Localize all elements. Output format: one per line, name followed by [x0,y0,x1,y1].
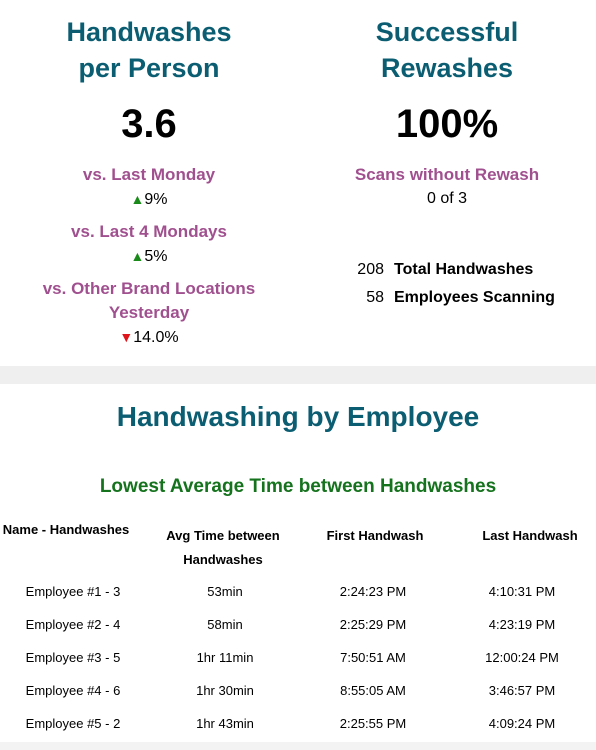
avg-time-cell: 58min [207,617,243,632]
last-handwash-cell: 12:00:24 PM [485,650,559,665]
section-divider [0,366,596,384]
vs-last-4-mondays-value: ▲5% [130,248,168,265]
vs-other-brand-locations-value: ▼14.0% [119,329,179,346]
employee-name-cell: Employee #3 - 5 [25,650,121,665]
first-handwash-cell: 2:25:55 PM [339,716,407,731]
employees-scanning-label: Employees Scanning [394,289,555,306]
employee-name-cell: Employee #1 - 3 [25,584,121,599]
avg-time-cell: 53min [207,584,243,599]
column-header-name: Name - Handwashes [2,522,130,537]
section-title: Handwashing by Employee [116,401,480,432]
employee-name-cell: Employee #2 - 4 [25,617,121,632]
avg-time-cell: 1hr 43min [196,716,254,731]
successful-rewashes-value: 100% [395,102,499,146]
last-handwash-cell: 3:46:57 PM [488,683,556,698]
vs-other-brand-locations-label: vs. Other Brand Locations Yesterday [42,279,256,322]
vs-last-monday-value: ▲9% [130,191,168,208]
employees-scanning-number: 58 [366,289,384,306]
total-handwashes-number: 208 [357,261,384,278]
first-handwash-cell: 7:50:51 AM [340,650,406,665]
last-handwash-cell: 4:23:19 PM [488,617,556,632]
vs-last-monday-label: vs. Last Monday [82,165,216,184]
down-arrow-icon: ▼ [119,329,134,345]
kpi-panel [0,0,596,366]
column-header-last-handwash: Last Handwash [482,528,578,543]
successful-rewashes-title: Successful Rewashes [375,17,519,83]
column-header-avg-time: Avg Time between Handwashes [166,528,280,567]
section-subtitle: Lowest Average Time between Handwashes [99,476,497,497]
successful-rewashes-card [298,0,596,366]
first-handwash-cell: 2:24:23 PM [339,584,407,599]
first-handwash-cell: 2:25:29 PM [339,617,407,632]
last-handwash-cell: 4:09:24 PM [488,716,556,731]
first-handwash-cell: 8:55:05 AM [340,683,406,698]
vs-last-4-mondays-label: vs. Last 4 Mondays [71,222,227,241]
column-header-first-handwash: First Handwash [326,528,424,543]
handwashes-per-person-title: Handwashes per Person [66,17,232,83]
last-handwash-cell: 4:10:31 PM [488,584,556,599]
total-handwashes-label: Total Handwashes [394,261,534,278]
scans-without-rewash-label: Scans without Rewash [354,165,540,184]
employee-name-cell: Employee #4 - 6 [25,683,121,698]
avg-time-cell: 1hr 30min [196,683,254,698]
scans-without-rewash-value: 0 of 3 [426,190,468,207]
bottom-edge [0,742,596,750]
up-arrow-icon: ▲ [130,191,145,207]
employee-name-cell: Employee #5 - 2 [25,716,121,731]
handwashes-per-person-value: 3.6 [121,102,177,146]
up-arrow-icon: ▲ [130,248,145,264]
avg-time-cell: 1hr 11min [196,650,254,665]
handwashes-per-person-card [0,0,298,366]
